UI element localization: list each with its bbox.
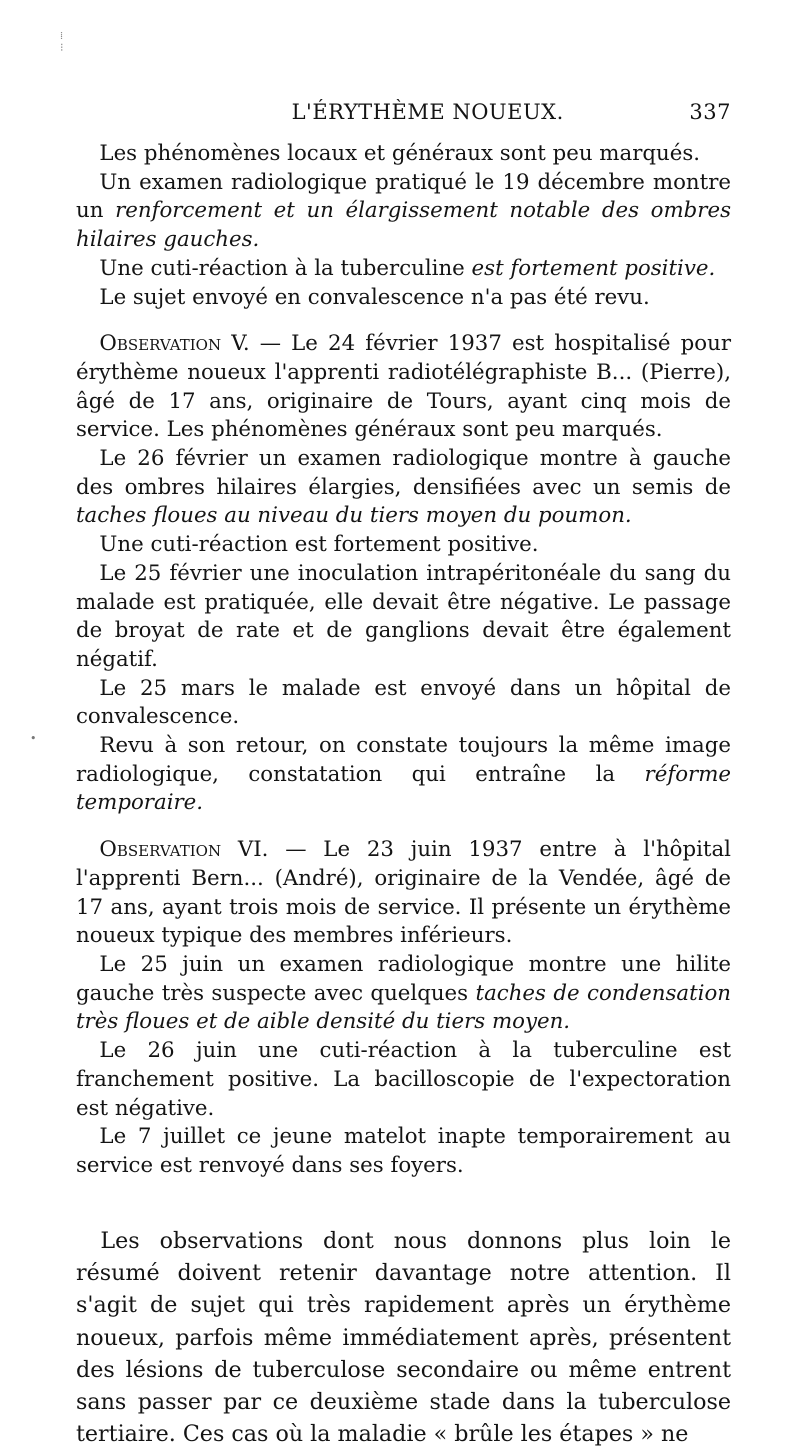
paragraph: Le 26 juin une cuti-réaction à la tuberculine est franchement positive. La bacilloscopie de l'expectoration est négative. <box>76 1038 731 1121</box>
observation-v <box>76 330 731 818</box>
paragraph: Une cuti-réaction à la tuberculine est fortement positive. <box>99 255 716 281</box>
margin-mark: ⁞ ⁝ <box>60 29 64 54</box>
paragraph: Une cuti-réaction est fortement positive. <box>99 532 539 558</box>
final-section <box>76 1225 731 1451</box>
margin-speck: • <box>30 732 37 745</box>
paragraph: Un examen radiologique pratiqué le 19 décembre montre un renforcement et un élargissement notable des ombres hilaires gauches. <box>76 169 732 253</box>
paragraph: Revu à son retour, on constate toujours la même image radiologique, constatation qui entraîne la réforme temporaire. <box>76 733 731 816</box>
paragraph: Le 7 juillet ce jeune matelot inapte temporairement au service est renvoyé dans ses foyers. <box>76 1124 731 1178</box>
paragraph: Le sujet envoyé en convalescence n'a pas été revu. <box>99 284 650 310</box>
paragraph: Le 25 mars le malade est envoyé dans un hôpital de convalescence. <box>76 675 731 730</box>
paragraph: Le 25 juin un examen radiologique montre une hilite gauche très suspecte avec quelques taches de condensation très floues et de aible densité du tiers moyen. <box>76 951 731 1035</box>
paragraph: Observation V. — Le 24 février 1937 est hospitalisé pour érythème noueux l'apprenti radiotélégraphiste B... (Pierre), âgé de 17 ans, originaire de Tours, ayant cinq mois de service. Les phénomènes généraux sont peu marqués. <box>76 331 731 443</box>
intro-block <box>76 140 731 312</box>
book-page <box>76 100 731 1451</box>
observation-vi <box>76 836 731 1180</box>
paragraph: Observation VI. — Le 23 juin 1937 entre à l'hôpital l'apprenti Bern... (André), originaire de la Vendée, âgé de 17 ans, ayant trois mois de service. Il présente un érythème noueux typique des membres inférieurs. <box>76 837 731 949</box>
running-title: L'ÉRYTHÈME NOUEUX. <box>291 100 564 124</box>
paragraph: Les observations dont nous donnons plus loin le résumé doivent retenir davantage notre attention. Il s'agit de sujet qui très rapidement après un érythème noueux, parfois même immédiatement après, présentent des lésions de tuberculose secondaire ou même entrent sans passer par ce deuxième stade dans la tuberculose tertiaire. Ces cas où la maladie « brûle les étapes » ne <box>76 1227 731 1448</box>
page-number: 337 <box>689 100 731 124</box>
observation-label: Observation VI. <box>99 837 269 863</box>
observation-label: Observation V. <box>99 331 250 357</box>
paragraph: Le 25 février une inoculation intrapéritonéale du sang du malade est pratiquée, elle devait être négative. Le passage de broyat de rate et de ganglions devait être également négatif. <box>76 560 731 672</box>
running-header <box>76 100 731 132</box>
paragraph: Les phénomènes locaux et généraux sont peu marqués. <box>99 141 701 166</box>
paragraph: Le 26 février un examen radiologique montre à gauche des ombres hilaires élargies, densifiées avec un semis de taches floues au niveau du tiers moyen du poumon. <box>76 446 731 529</box>
